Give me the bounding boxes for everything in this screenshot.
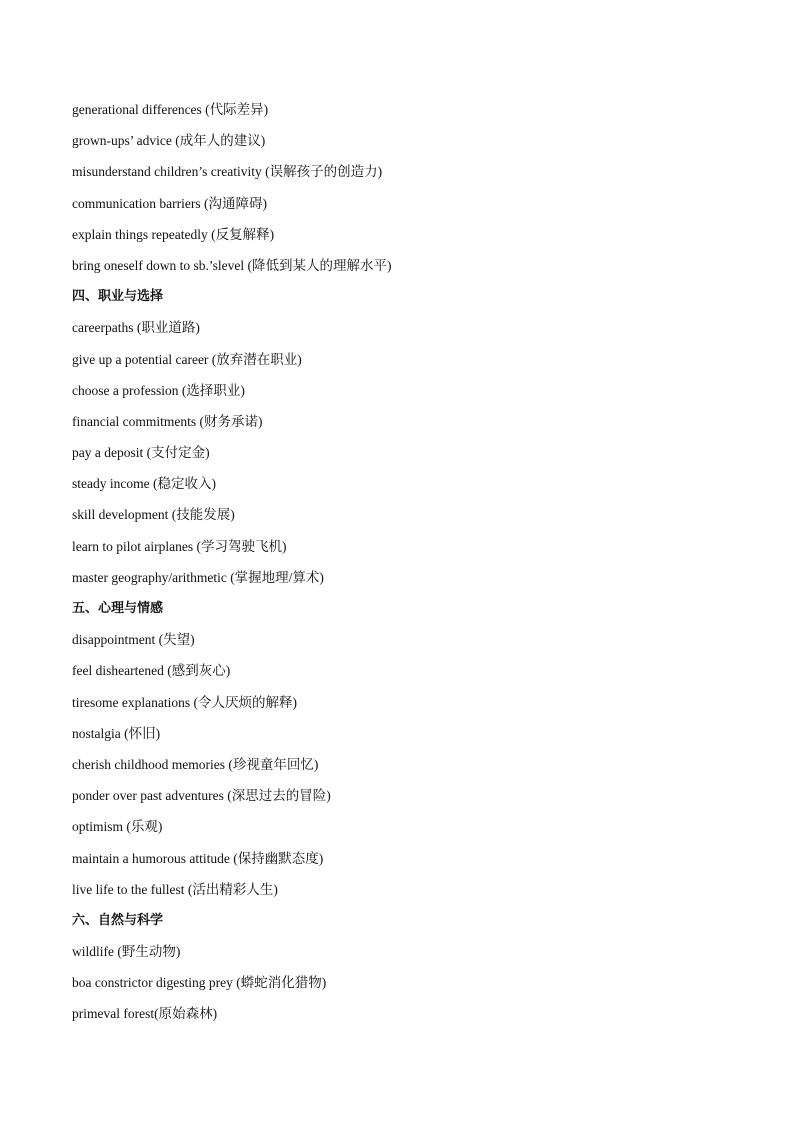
vocab-item: choose a profession (选择职业) <box>72 382 245 398</box>
vocab-item: cherish childhood memories (珍视童年回忆) <box>72 756 319 772</box>
vocab-item: live life to the fullest (活出精彩人生) <box>72 881 278 897</box>
section-heading-career: 四、职业与选择 <box>72 289 164 305</box>
vocab-item: ponder over past adventures (深思过去的冒险) <box>72 788 331 804</box>
vocab-item: pay a deposit (支付定金) <box>72 445 210 461</box>
vocab-item: disappointment (失望) <box>72 632 195 648</box>
vocab-item: skill development (技能发展) <box>72 507 235 523</box>
vocab-item: misunderstand children’s creativity (误解孩子的创造力) <box>72 164 383 180</box>
vocab-item: master geography/arithmetic (掌握地理/算术) <box>72 569 324 585</box>
vocab-item: generational differences (代际差异) <box>72 102 269 117</box>
vocab-item: boa constrictor digesting prey (蟒蛇消化猎物) <box>72 975 327 991</box>
vocab-item: careerpaths (职业道路) <box>72 320 200 336</box>
section-heading-nature: 六、自然与科学 <box>72 912 164 928</box>
vocab-item: nostalgia (怀旧) <box>72 725 161 741</box>
vocab-item: give up a potential career (放弃潜在职业) <box>72 351 302 367</box>
vocab-item: feel disheartened (感到灰心) <box>72 663 231 679</box>
vocab-item: maintain a humorous attitude (保持幽默态度) <box>72 850 324 866</box>
vocab-item: optimism (乐观) <box>72 819 163 835</box>
vocab-item: explain things repeatedly (反复解释) <box>72 226 275 242</box>
vocab-item: primeval forest(原始森林) <box>72 1006 218 1022</box>
vocab-item: financial commitments (财务承诺) <box>72 413 263 429</box>
vocab-item: learn to pilot airplanes (学习驾驶飞机) <box>72 538 287 554</box>
vocab-item: communication barriers (沟通障碍) <box>72 195 267 211</box>
section-heading-psychology: 五、心理与情感 <box>72 601 164 616</box>
vocabulary-list <box>72 99 732 1035</box>
vocab-item: tiresome explanations (令人厌烦的解释) <box>72 694 297 710</box>
vocab-item: wildlife (野生动物) <box>72 944 181 960</box>
vocab-item: steady income (稳定收入) <box>72 476 216 492</box>
vocab-item: bring oneself down to sb.’slevel (降低到某人的理解水平) <box>72 257 392 273</box>
vocab-item: grown-ups’ advice (成年人的建议) <box>72 133 266 149</box>
